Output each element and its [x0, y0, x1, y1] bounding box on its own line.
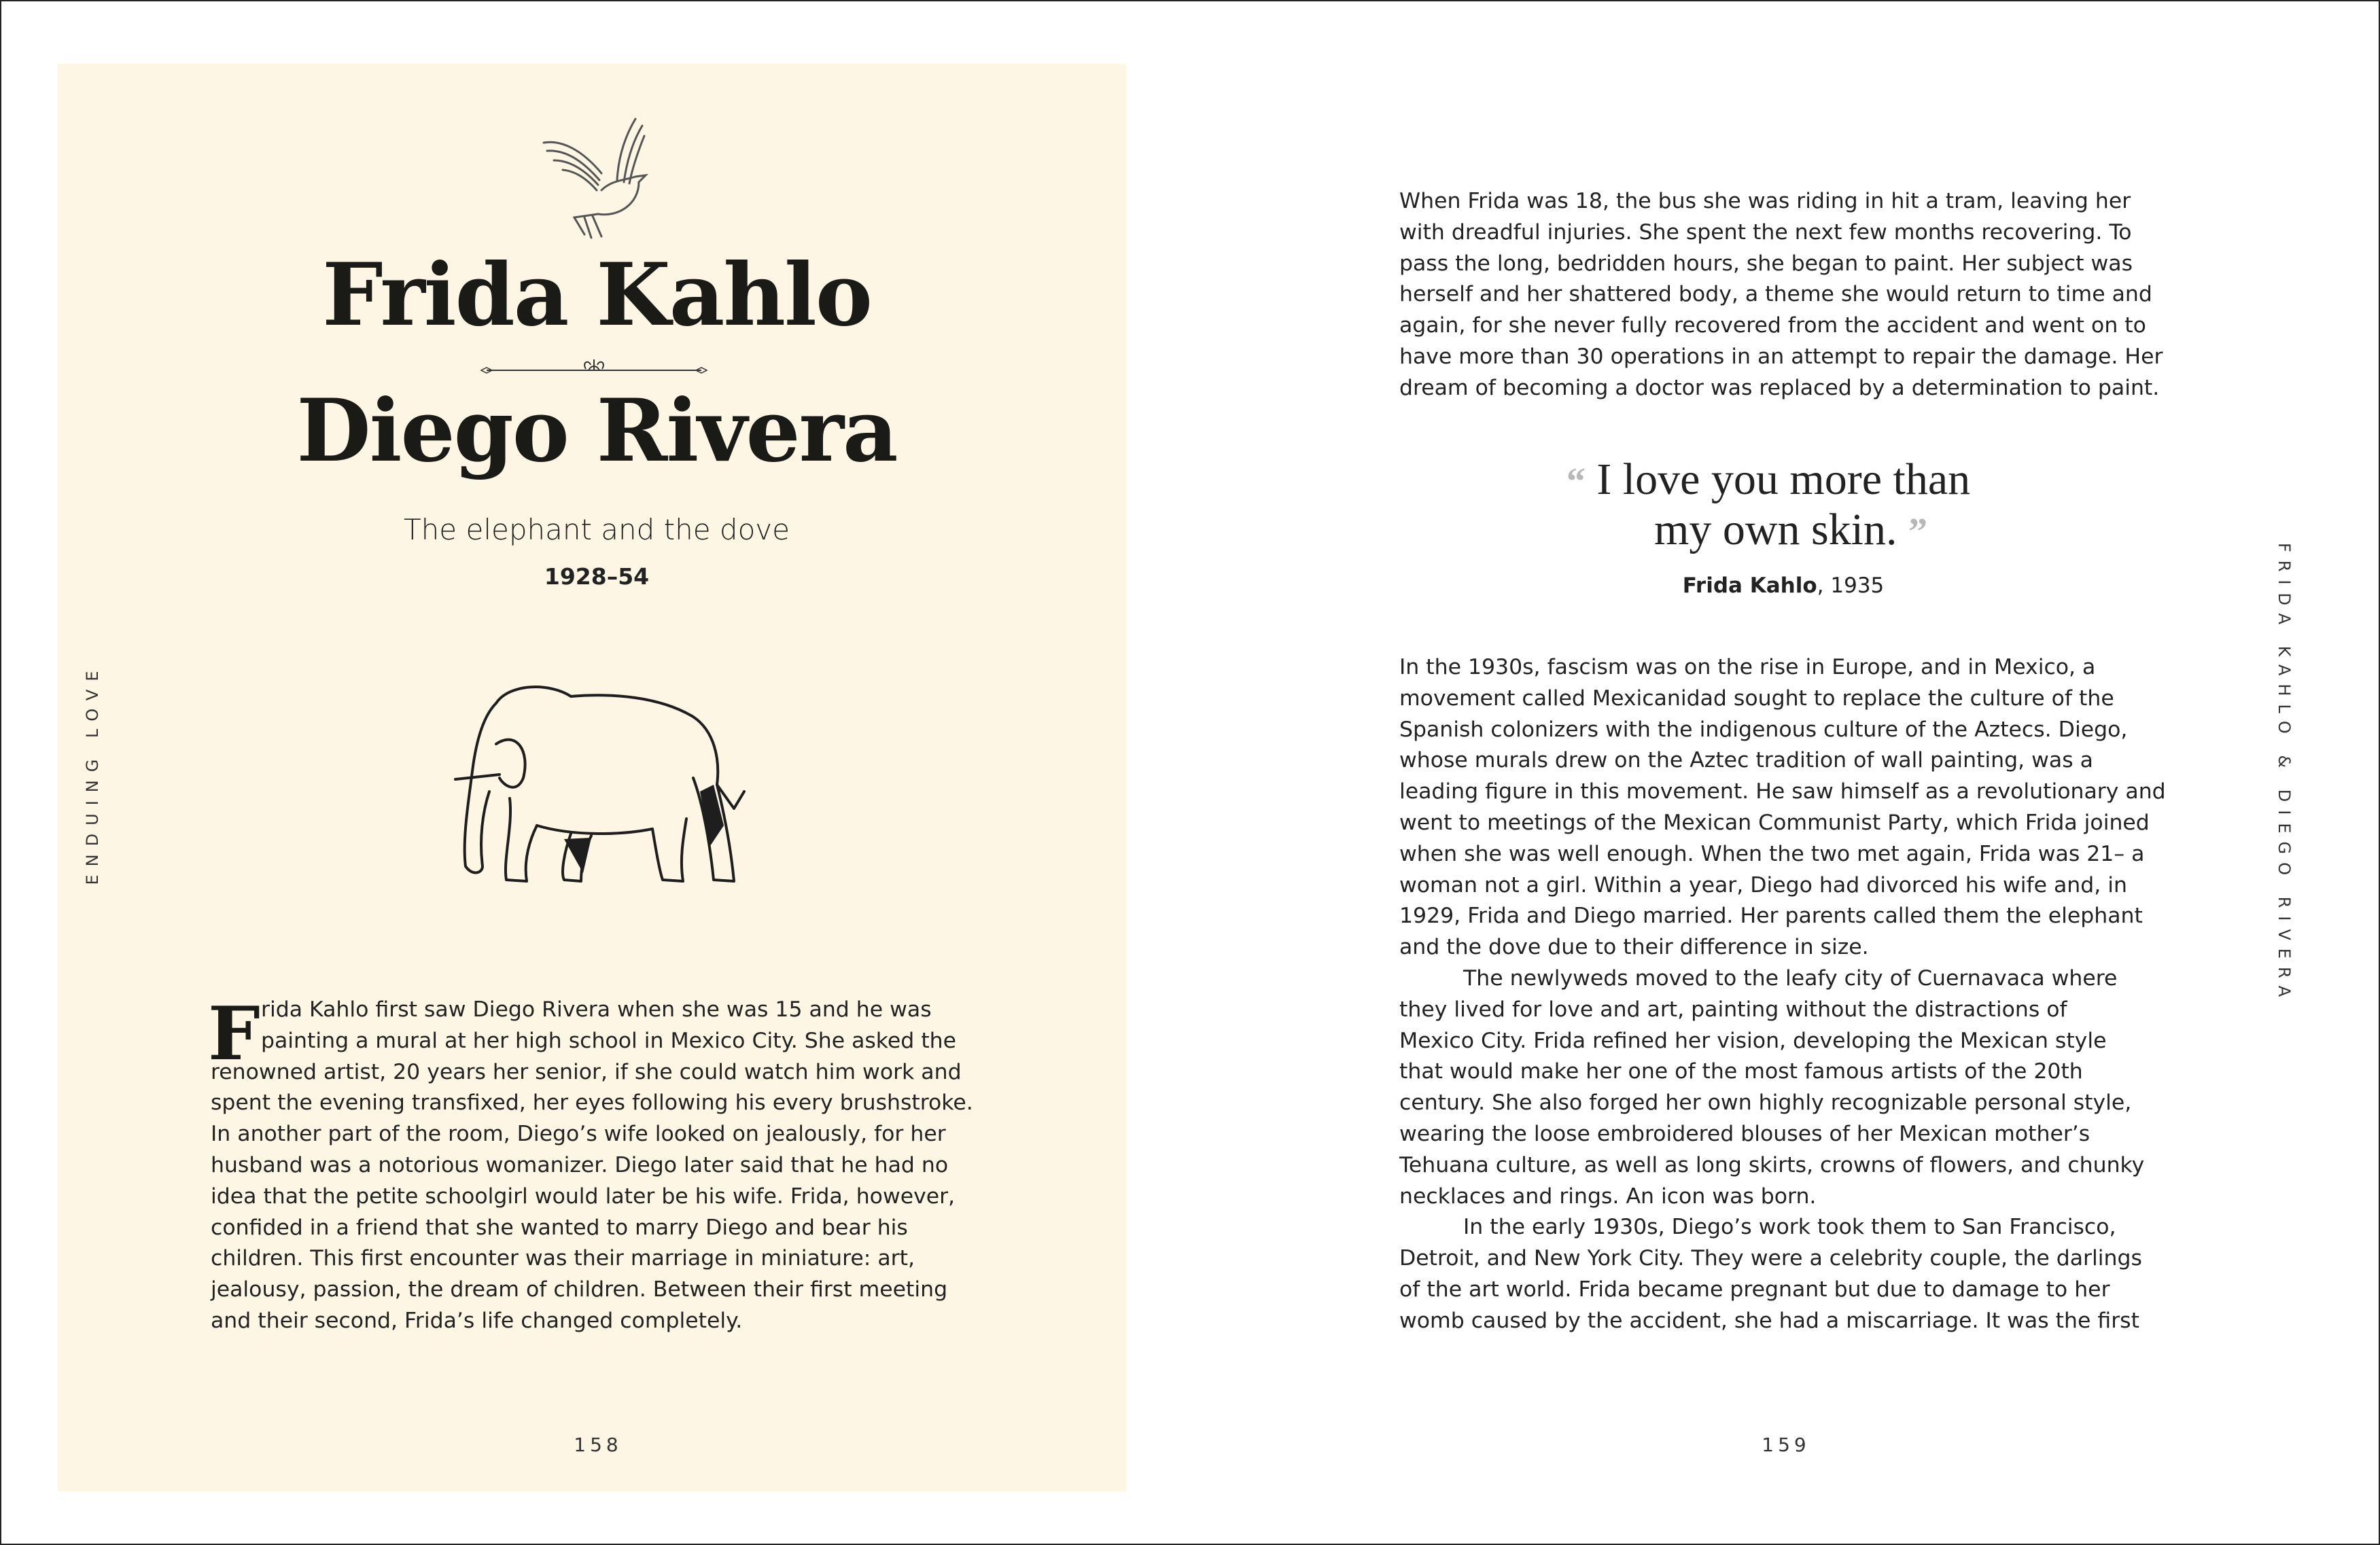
right-intro-text [1399, 186, 2163, 404]
text-line: whose murals drew on the Aztec tradition of wall painting, was a [1399, 748, 2093, 773]
text-line: husband was a notorious womanizer. Diego later said that he had no [211, 1152, 949, 1177]
quote-year: , 1935 [1817, 573, 1885, 598]
text-line: In the early 1930s, Diego’s work took them to San Francisco, [1463, 1215, 2116, 1240]
text-line: The newlyweds moved to the leafy city of Cuernavaca where [1463, 965, 2118, 991]
text-line: In the 1930s, fascism was on the rise in Europe, and in Mexico, a [1399, 655, 2096, 679]
subtitle: The elephant and the dove [404, 513, 790, 546]
quote-attribution [1683, 573, 1885, 598]
right-running-head: FRIDA KAHLO & DIEGO RIVERA [2275, 542, 2294, 1006]
text-line: When Frida was 18, the bus she was riding in hit a tram, leaving her [1399, 189, 2131, 213]
text-line: renowned artist, 20 years her senior, if she could watch him work and [211, 1059, 962, 1084]
drop-cap: F [208, 991, 260, 1077]
text-line: pass the long, bedridden hours, she began to paint. Her subject was [1399, 251, 2133, 276]
quote-text-line1: I love you more than [1596, 455, 1971, 504]
text-line: have more than 30 operations in an attempt to repair the damage. Her [1399, 344, 2163, 369]
ornament-divider-icon [480, 357, 708, 377]
text-line: of the art world. Frida became pregnant but due to damage to her [1399, 1277, 2110, 1302]
pull-quote-line1 [1567, 454, 1970, 505]
elephant-illustration-icon [435, 676, 754, 900]
page-number-left: 158 [574, 1434, 623, 1456]
page-number-right: 159 [1762, 1434, 1810, 1456]
left-running-head: ENDUING LOVE [83, 662, 102, 885]
dates: 1928–54 [544, 563, 650, 590]
text-line: children. This first encounter was their marriage in miniature: art, [211, 1246, 915, 1271]
text-line: went to meetings of the Mexican Communist Party, which Frida joined [1399, 810, 2150, 835]
text-line: with dreadful injuries. She spent the next few months recovering. To [1399, 219, 2132, 245]
title-diego-rivera: Diego Rivera [296, 380, 897, 481]
text-line: Mexico City. Frida refined her vision, developing the Mexican style [1399, 1028, 2107, 1053]
text-line: century. She also forged her own highly recognizable personal style, [1399, 1090, 2132, 1116]
text-line: rida Kahlo first saw Diego Rivera when she was 15 and he was [261, 997, 932, 1022]
text-line: Spanish colonizers with the indigenous culture of the Aztecs. Diego, [1399, 717, 2128, 742]
quote-text-line2: my own skin. [1653, 505, 1897, 554]
text-line: Detroit, and New York City. They were a celebrity couple, the darlings [1399, 1246, 2142, 1271]
text-line: In another part of the room, Diego’s wife looked on jealously, for her [211, 1122, 946, 1147]
text-line: woman not a girl. Within a year, Diego had divorced his wife and, in [1399, 872, 2127, 898]
dove-icon [537, 116, 659, 245]
open-quote-mark: “ [1566, 461, 1586, 503]
text-line: movement called Mexicanidad sought to replace the culture of the [1399, 686, 2114, 711]
text-line: womb caused by the accident, she had a miscarriage. It was the first [1399, 1308, 2139, 1333]
text-line: jealousy, passion, the dream of children. Between their first meeting [211, 1277, 948, 1302]
text-line: wearing the loose embroidered blouses of her Mexican mother’s [1399, 1121, 2090, 1146]
quote-author: Frida Kahlo [1682, 573, 1817, 598]
text-line: again, for she never fully recovered from the accident and went on to [1399, 313, 2146, 338]
text-line: when she was well enough. When the two met again, Frida was 21– a [1399, 841, 2145, 866]
text-line: idea that the petite schoolgirl would later be his wife. Frida, however, [211, 1184, 956, 1209]
text-line: and the dove due to their difference in size. [1399, 935, 1869, 960]
text-line: leading figure in this movement. He saw himself as a revolutionary and [1399, 779, 2166, 804]
text-line: Tehuana culture, as well as long skirts, crowns of flowers, and chunky [1399, 1152, 2145, 1177]
close-quote-mark: ” [1908, 511, 1928, 553]
text-line: painting a mural at her high school in Mexico City. She asked the [261, 1028, 957, 1053]
text-line: they lived for love and art, painting without the distractions of [1399, 997, 2067, 1022]
text-line: spent the evening transfixed, her eyes following his every brushstroke. [211, 1090, 973, 1116]
right-body-text [1399, 652, 2166, 1337]
title-frida-kahlo: Frida Kahlo [322, 245, 871, 345]
text-line: and their second, Frida’s life changed completely. [211, 1308, 743, 1333]
text-line: that would make her one of the most famous artists of the 20th [1399, 1059, 2083, 1084]
text-line: necklaces and rings. An icon was born. [1399, 1184, 1817, 1209]
pull-quote-line2 [1654, 504, 1927, 556]
text-line: herself and her shattered body, a theme she would return to time and [1399, 282, 2152, 307]
text-line: confided in a friend that she wanted to marry Diego and bear his [211, 1215, 908, 1240]
text-line: 1929, Frida and Diego married. Her parents called them the elephant [1399, 904, 2143, 929]
text-line: dream of becoming a doctor was replaced by a determination to paint. [1399, 375, 2160, 400]
left-body-text [211, 995, 973, 1337]
